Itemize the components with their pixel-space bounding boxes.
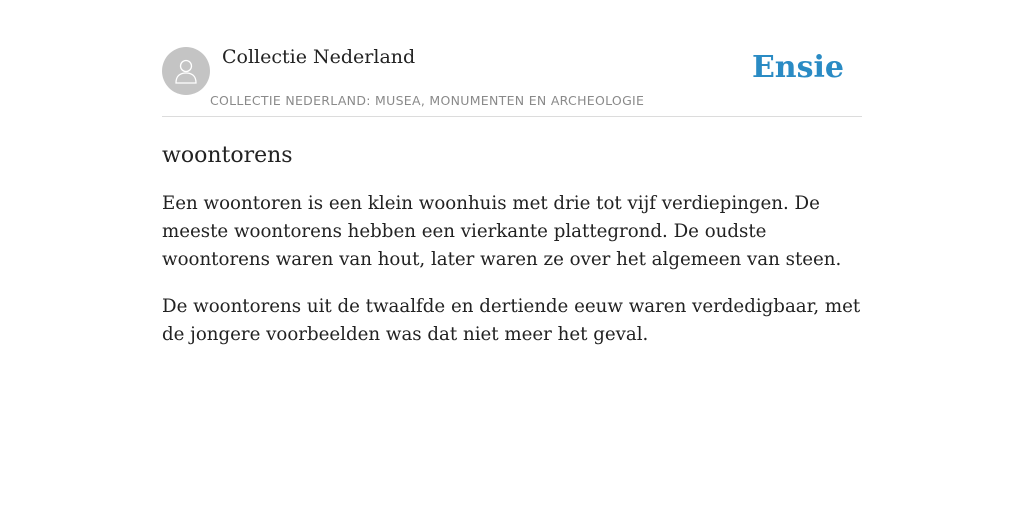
article-body <box>162 190 862 349</box>
page-title: woontorens <box>162 143 293 168</box>
article-paragraph-2: De woontorens uit de twaalfde en dertiende eeuw waren verdedigbaar, met de jongere voorbeelden was dat niet meer het geval. <box>162 296 861 345</box>
source-label[interactable]: COLLECTIE NEDERLAND: MUSEA, MONUMENTEN EN ARCHEOLOGIE <box>210 93 645 108</box>
brand-logo[interactable]: Ensie <box>751 50 844 85</box>
article-card <box>162 0 862 349</box>
avatar[interactable] <box>162 47 210 95</box>
article-paragraph-1: Een woontoren is een klein woonhuis met drie tot vijf verdiepingen. De meeste woontorens hebben een vierkante plattegrond. De oudste woontorens waren van hout, later waren ze over het algemeen van steen. <box>162 193 842 270</box>
user-placeholder-icon <box>171 56 201 86</box>
article-header <box>162 0 862 117</box>
author-name-link[interactable]: Collectie Nederland <box>222 46 416 68</box>
